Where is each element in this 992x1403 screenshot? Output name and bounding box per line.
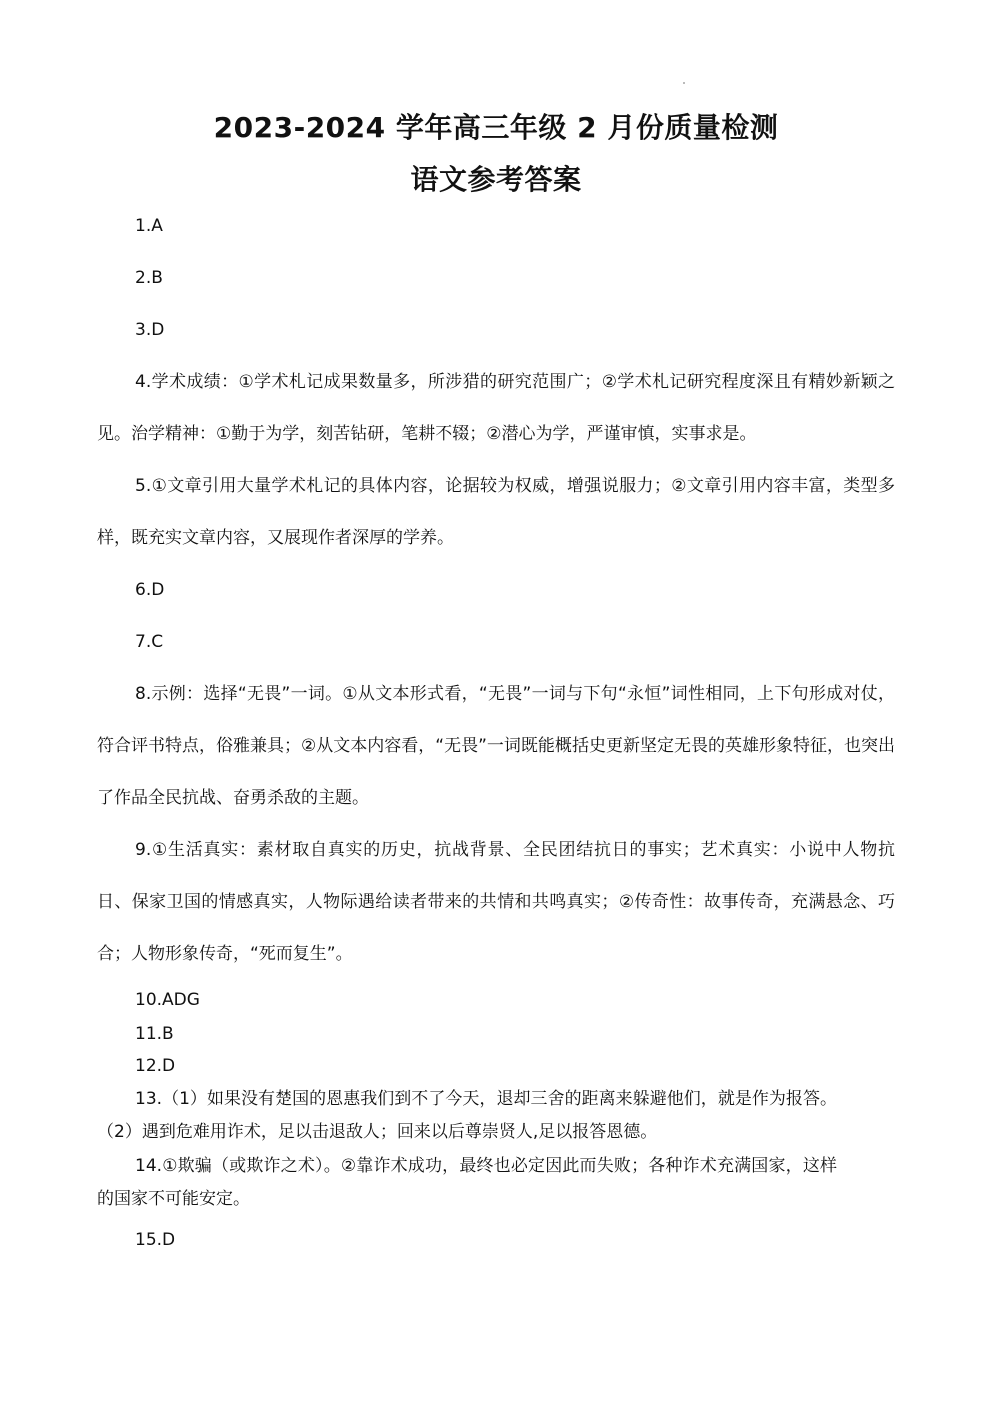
answer-1: 1.A <box>135 216 163 236</box>
answer-4: 4.学术成绩：①学术札记成果数量多，所涉猎的研究范围广；②学术札记研究程度深且有精妙新颖之见。治学精神：①勤于为学，刻苦钻研，笔耕不辍；②潜心为学，严谨审慎，实事求是。 <box>97 372 895 444</box>
answer-3: 3.D <box>135 320 165 340</box>
answer-10: 10.ADG <box>135 990 200 1010</box>
answer-5: 5.①文章引用大量学术札记的具体内容，论据较为权威，增强说服力；②文章引用内容丰富，类型多样，既充实文章内容，又展现作者深厚的学养。 <box>97 476 895 548</box>
answer-12: 12.D <box>135 1056 176 1076</box>
answer-13: 13.（1）如果没有楚国的恩惠我们到不了今天，退却三舍的距离来躲避他们，就是作为报答。（2）遇到危难用诈术，足以击退敌人；回来以后尊崇贤人,足以报答恩德。 <box>97 1089 837 1142</box>
answer-2: 2.B <box>135 268 163 288</box>
answer-8: 8.示例：选择“无畏”一词。①从文本形式看，“无畏”一词与下句“永恒”词性相同，上下句形成对仗，符合评书特点，俗雅兼具；②从文本内容看，“无畏”一词既能概括史更新坚定无畏的英雄形象特征，也突出了作品全民抗战、奋勇杀敌的主题。 <box>97 684 895 808</box>
answer-7: 7.C <box>135 632 164 652</box>
page-title: 2023-2024 学年高三年级 2 月份质量检测 <box>213 111 779 144</box>
answer-14: 14.①欺骗（或欺诈之术）。②靠诈术成功，最终也必定因此而失败；各种诈术充满国家，这样的国家不可能安定。 <box>97 1156 837 1209</box>
answer-15: 15.D <box>135 1230 176 1250</box>
answer-9: 9.①生活真实：素材取自真实的历史，抗战背景、全民团结抗日的事实；艺术真实：小说中人物抗日、保家卫国的情感真实，人物际遇给读者带来的共情和共鸣真实；②传奇性：故事传奇，充满悬念、巧合；人物形象传奇，“死而复生”。 <box>97 840 895 964</box>
answer-11: 11.B <box>135 1024 174 1044</box>
page-subtitle: 语文参考答案 <box>410 163 582 196</box>
scan-speck <box>683 82 685 84</box>
answer-6: 6.D <box>135 580 165 600</box>
